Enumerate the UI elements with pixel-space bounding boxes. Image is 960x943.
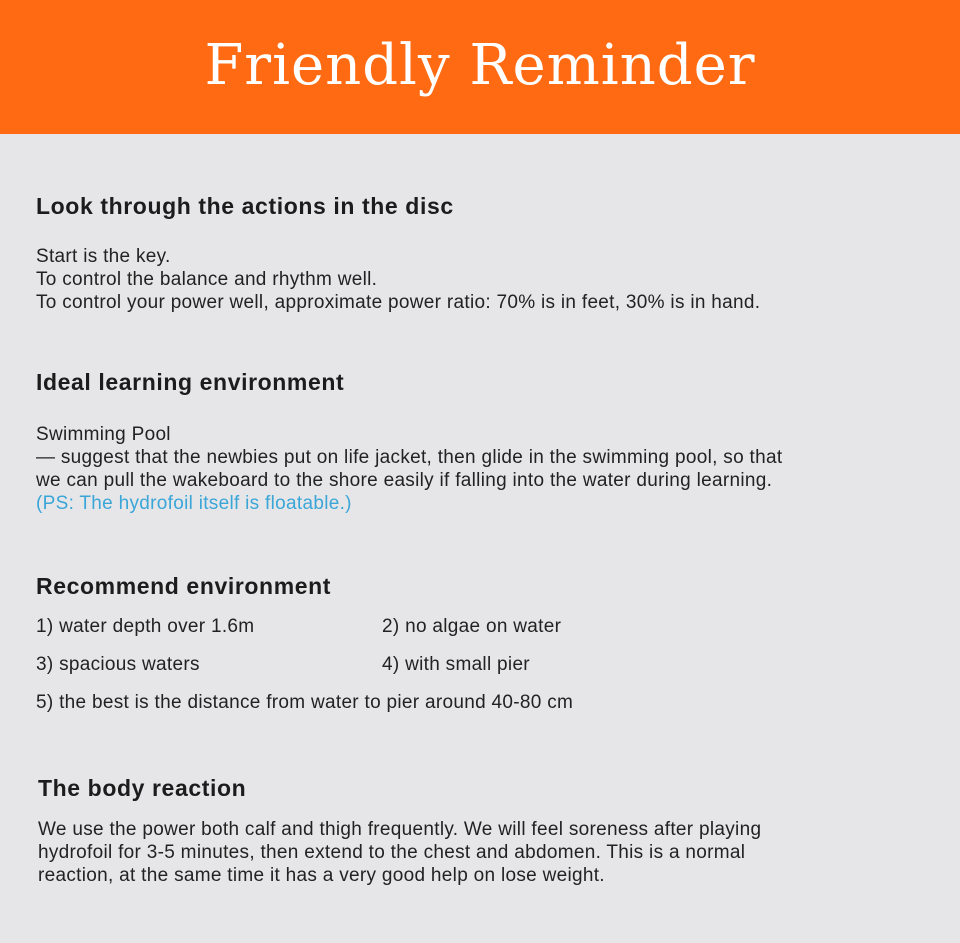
list-item: 4) with small pier [382,654,530,675]
section-heading: Recommend environment [36,573,332,599]
section-line: hydrofoil for 3-5 minutes, then extend to the chest and abdomen. This is a normal [38,842,746,863]
section-body-reaction [38,775,918,887]
section-learning-environment [36,369,916,515]
section-note: (PS: The hydrofoil itself is floatable.) [36,493,352,514]
list-row [36,654,916,692]
section-actions [36,193,916,314]
list-item: 5) the best is the distance from water to pier around 40-80 cm [36,692,574,713]
section-line: we can pull the wakeboard to the shore easily if falling into the water during learning. [36,470,773,491]
section-line: — suggest that the newbies put on life jacket, then glide in the swimming pool, so that [36,447,783,468]
list-item: 2) no algae on water [382,616,562,637]
list-item: 3) spacious waters [36,654,200,675]
header-banner [0,0,960,134]
list-row [36,616,916,654]
section-heading: Look through the actions in the disc [36,193,454,219]
list-row [36,692,916,730]
section-line: Start is the key. [36,246,171,267]
section-heading: The body reaction [38,775,247,801]
section-heading: Ideal learning environment [36,369,345,395]
section-recommend-environment [36,573,916,730]
section-line: To control the balance and rhythm well. [36,269,378,290]
section-line: We use the power both calf and thigh frequently. We will feel soreness after playing [38,819,762,840]
section-line: reaction, at the same time it has a very good help on lose weight. [38,865,605,886]
section-line: Swimming Pool [36,424,171,445]
page-title: Friendly Reminder [204,32,756,98]
section-line: To control your power well, approximate power ratio: 70% is in feet, 30% is in hand. [36,292,761,313]
list-item: 1) water depth over 1.6m [36,616,255,637]
